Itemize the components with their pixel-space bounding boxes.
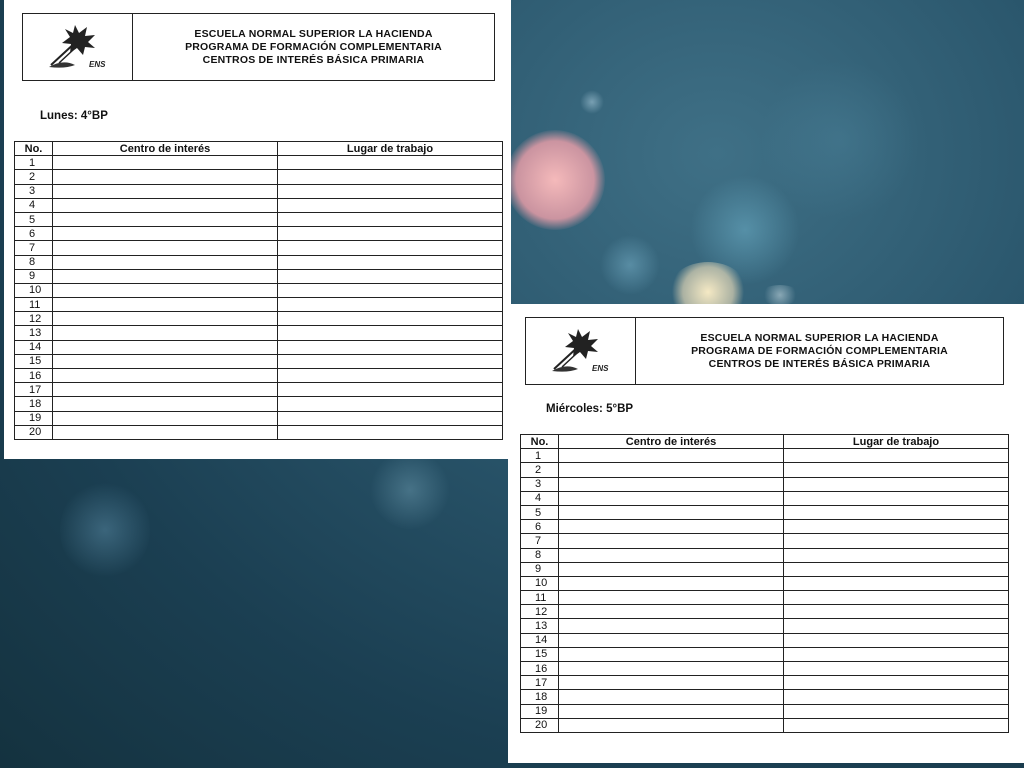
row-number: 13 <box>521 619 559 633</box>
centro-de-interes-cell <box>559 534 784 548</box>
lugar-de-trabajo-cell <box>278 283 503 297</box>
column-header-lugar: Lugar de trabajo <box>784 435 1009 449</box>
row-number: 6 <box>521 520 559 534</box>
bokeh-light <box>760 285 800 305</box>
row-number: 5 <box>521 505 559 519</box>
table-row <box>15 283 503 297</box>
document-title: CENTROS DE INTERÉS BÁSICA PRIMARIA <box>202 53 425 66</box>
lugar-de-trabajo-cell <box>278 227 503 241</box>
lugar-de-trabajo-cell <box>278 198 503 212</box>
row-number: 12 <box>521 605 559 619</box>
bokeh-light <box>690 175 800 285</box>
table-row <box>521 591 1009 605</box>
sheet-header <box>22 13 495 81</box>
table-row <box>521 605 1009 619</box>
sheet-header <box>525 317 1004 385</box>
row-number: 1 <box>521 449 559 463</box>
logo-text: ENS <box>88 60 105 69</box>
lugar-de-trabajo-cell <box>784 704 1009 718</box>
table-row <box>15 212 503 226</box>
school-emblem-icon <box>45 23 111 71</box>
row-number: 16 <box>521 662 559 676</box>
centro-de-interes-cell <box>559 576 784 590</box>
row-number: 9 <box>521 562 559 576</box>
centro-de-interes-cell <box>53 184 278 198</box>
row-number: 7 <box>15 241 53 255</box>
table-row <box>15 340 503 354</box>
row-number: 14 <box>521 633 559 647</box>
centro-de-interes-cell <box>53 340 278 354</box>
centro-de-interes-cell <box>559 591 784 605</box>
row-number: 5 <box>15 212 53 226</box>
row-number: 19 <box>521 704 559 718</box>
table-row <box>521 562 1009 576</box>
table-row <box>521 690 1009 704</box>
centro-de-interes-cell <box>559 477 784 491</box>
row-number: 20 <box>15 425 53 439</box>
lugar-de-trabajo-cell <box>784 562 1009 576</box>
column-header-centro: Centro de interés <box>559 435 784 449</box>
attendance-sheet-monday <box>4 0 511 459</box>
bokeh-light <box>505 130 605 230</box>
column-header-no: No. <box>15 142 53 156</box>
table-row <box>15 397 503 411</box>
table-row <box>521 520 1009 534</box>
table-row <box>15 411 503 425</box>
centro-de-interes-cell <box>53 354 278 368</box>
centro-de-interes-cell <box>559 676 784 690</box>
table-row <box>15 354 503 368</box>
centro-de-interes-cell <box>559 548 784 562</box>
logo-text: ENS <box>591 364 608 373</box>
row-number: 15 <box>15 354 53 368</box>
table-row <box>521 619 1009 633</box>
program-name: PROGRAMA DE FORMACIÓN COMPLEMENTARIA <box>691 344 948 357</box>
lugar-de-trabajo-cell <box>784 676 1009 690</box>
centro-de-interes-cell <box>53 369 278 383</box>
lugar-de-trabajo-cell <box>278 326 503 340</box>
table-row <box>521 633 1009 647</box>
lugar-de-trabajo-cell <box>784 605 1009 619</box>
table-header-row <box>521 435 1009 449</box>
school-emblem-icon <box>548 327 614 375</box>
row-number: 16 <box>15 369 53 383</box>
lugar-de-trabajo-cell <box>278 170 503 184</box>
row-number: 6 <box>15 227 53 241</box>
row-number: 10 <box>15 283 53 297</box>
lugar-de-trabajo-cell <box>278 241 503 255</box>
roster-table <box>14 141 503 440</box>
lugar-de-trabajo-cell <box>278 269 503 283</box>
day-label: Lunes: 4°BP <box>40 110 108 122</box>
table-row <box>15 326 503 340</box>
table-row <box>521 449 1009 463</box>
table-row <box>15 298 503 312</box>
lugar-de-trabajo-cell <box>784 491 1009 505</box>
lugar-de-trabajo-cell <box>784 633 1009 647</box>
centro-de-interes-cell <box>559 605 784 619</box>
centro-de-interes-cell <box>53 383 278 397</box>
row-number: 3 <box>521 477 559 491</box>
table-row <box>15 184 503 198</box>
table-row <box>521 576 1009 590</box>
table-row <box>521 477 1009 491</box>
centro-de-interes-cell <box>53 212 278 226</box>
bokeh-light <box>370 450 450 530</box>
column-header-lugar: Lugar de trabajo <box>278 142 503 156</box>
table-row <box>15 312 503 326</box>
row-number: 8 <box>521 548 559 562</box>
centro-de-interes-cell <box>53 198 278 212</box>
lugar-de-trabajo-cell <box>278 312 503 326</box>
centro-de-interes-cell <box>559 491 784 505</box>
centro-de-interes-cell <box>559 449 784 463</box>
row-number: 18 <box>521 690 559 704</box>
table-row <box>521 491 1009 505</box>
centro-de-interes-cell <box>53 269 278 283</box>
attendance-sheet-wednesday <box>508 304 1024 763</box>
table-row <box>521 647 1009 661</box>
row-number: 3 <box>15 184 53 198</box>
lugar-de-trabajo-cell <box>278 354 503 368</box>
centro-de-interes-cell <box>53 255 278 269</box>
row-number: 4 <box>521 491 559 505</box>
lugar-de-trabajo-cell <box>784 477 1009 491</box>
table-row <box>15 269 503 283</box>
lugar-de-trabajo-cell <box>278 411 503 425</box>
table-row <box>521 676 1009 690</box>
lugar-de-trabajo-cell <box>784 548 1009 562</box>
lugar-de-trabajo-cell <box>784 505 1009 519</box>
centro-de-interes-cell <box>53 227 278 241</box>
row-number: 19 <box>15 411 53 425</box>
centro-de-interes-cell <box>53 156 278 170</box>
table-row <box>521 505 1009 519</box>
centro-de-interes-cell <box>53 283 278 297</box>
centro-de-interes-cell <box>559 662 784 676</box>
lugar-de-trabajo-cell <box>278 340 503 354</box>
roster-table <box>520 434 1009 733</box>
centro-de-interes-cell <box>53 312 278 326</box>
lugar-de-trabajo-cell <box>784 690 1009 704</box>
bokeh-light <box>60 480 150 580</box>
table-row <box>15 241 503 255</box>
lugar-de-trabajo-cell <box>278 397 503 411</box>
bokeh-light <box>580 90 604 114</box>
centro-de-interes-cell <box>559 690 784 704</box>
centro-de-interes-cell <box>559 562 784 576</box>
lugar-de-trabajo-cell <box>784 718 1009 732</box>
row-number: 13 <box>15 326 53 340</box>
table-row <box>15 156 503 170</box>
table-row <box>15 425 503 439</box>
column-header-no: No. <box>521 435 559 449</box>
lugar-de-trabajo-cell <box>278 425 503 439</box>
bokeh-light <box>600 235 660 295</box>
centro-de-interes-cell <box>559 505 784 519</box>
lugar-de-trabajo-cell <box>784 463 1009 477</box>
centro-de-interes-cell <box>559 647 784 661</box>
row-number: 4 <box>15 198 53 212</box>
centro-de-interes-cell <box>559 704 784 718</box>
lugar-de-trabajo-cell <box>278 383 503 397</box>
table-row <box>521 463 1009 477</box>
row-number: 14 <box>15 340 53 354</box>
centro-de-interes-cell <box>53 425 278 439</box>
day-label: Miércoles: 5°BP <box>546 403 634 415</box>
row-number: 8 <box>15 255 53 269</box>
column-header-centro: Centro de interés <box>53 142 278 156</box>
table-row <box>521 548 1009 562</box>
lugar-de-trabajo-cell <box>784 662 1009 676</box>
row-number: 17 <box>15 383 53 397</box>
lugar-de-trabajo-cell <box>278 298 503 312</box>
school-name: ESCUELA NORMAL SUPERIOR LA HACIENDA <box>194 27 433 40</box>
table-row <box>15 227 503 241</box>
lugar-de-trabajo-cell <box>784 534 1009 548</box>
logo-cell <box>23 14 133 80</box>
bokeh-light <box>760 60 920 220</box>
lugar-de-trabajo-cell <box>278 369 503 383</box>
lugar-de-trabajo-cell <box>278 156 503 170</box>
program-name: PROGRAMA DE FORMACIÓN COMPLEMENTARIA <box>185 40 442 53</box>
table-row <box>15 255 503 269</box>
row-number: 11 <box>521 591 559 605</box>
centro-de-interes-cell <box>559 463 784 477</box>
row-number: 2 <box>15 170 53 184</box>
table-row <box>15 198 503 212</box>
centro-de-interes-cell <box>53 411 278 425</box>
row-number: 15 <box>521 647 559 661</box>
centro-de-interes-cell <box>559 520 784 534</box>
table-header-row <box>15 142 503 156</box>
table-row <box>521 662 1009 676</box>
lugar-de-trabajo-cell <box>784 619 1009 633</box>
lugar-de-trabajo-cell <box>784 449 1009 463</box>
lugar-de-trabajo-cell <box>784 520 1009 534</box>
lugar-de-trabajo-cell <box>278 255 503 269</box>
centro-de-interes-cell <box>559 718 784 732</box>
lugar-de-trabajo-cell <box>784 591 1009 605</box>
school-name: ESCUELA NORMAL SUPERIOR LA HACIENDA <box>700 331 939 344</box>
lugar-de-trabajo-cell <box>784 576 1009 590</box>
centro-de-interes-cell <box>53 397 278 411</box>
row-number: 20 <box>521 718 559 732</box>
row-number: 9 <box>15 269 53 283</box>
table-row <box>15 170 503 184</box>
row-number: 7 <box>521 534 559 548</box>
row-number: 12 <box>15 312 53 326</box>
table-row <box>521 718 1009 732</box>
row-number: 11 <box>15 298 53 312</box>
table-row <box>521 534 1009 548</box>
table-row <box>15 383 503 397</box>
table-row <box>521 704 1009 718</box>
centro-de-interes-cell <box>53 298 278 312</box>
centro-de-interes-cell <box>559 633 784 647</box>
centro-de-interes-cell <box>53 170 278 184</box>
lugar-de-trabajo-cell <box>278 212 503 226</box>
row-number: 1 <box>15 156 53 170</box>
row-number: 17 <box>521 676 559 690</box>
lugar-de-trabajo-cell <box>784 647 1009 661</box>
table-row <box>15 369 503 383</box>
row-number: 10 <box>521 576 559 590</box>
logo-cell <box>526 318 636 384</box>
school-title <box>133 14 494 80</box>
row-number: 2 <box>521 463 559 477</box>
school-title <box>636 318 1003 384</box>
centro-de-interes-cell <box>559 619 784 633</box>
lugar-de-trabajo-cell <box>278 184 503 198</box>
centro-de-interes-cell <box>53 326 278 340</box>
row-number: 18 <box>15 397 53 411</box>
centro-de-interes-cell <box>53 241 278 255</box>
document-title: CENTROS DE INTERÉS BÁSICA PRIMARIA <box>708 357 931 370</box>
